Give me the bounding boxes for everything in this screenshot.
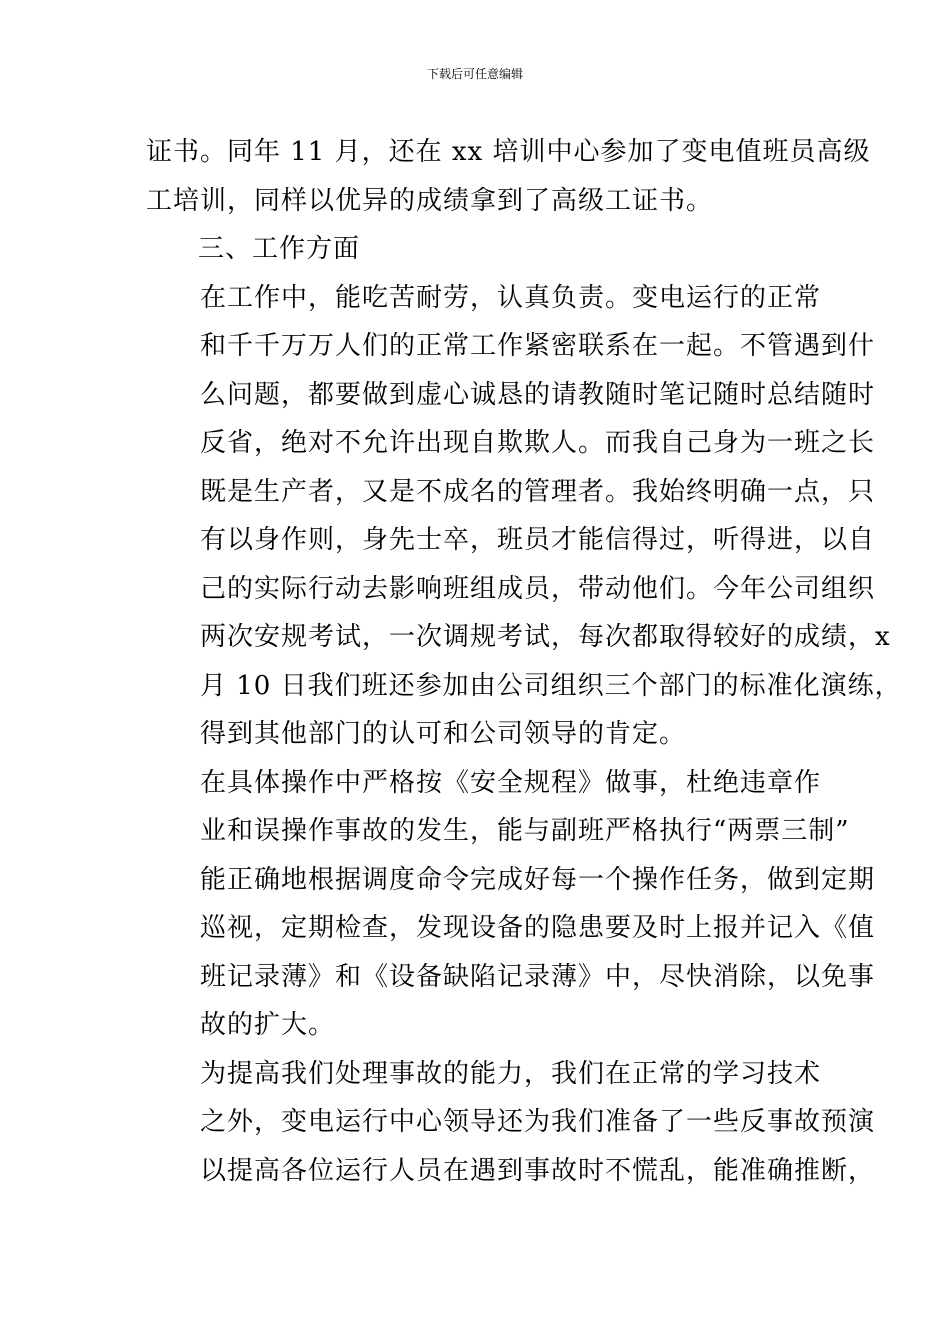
text-line: 以提高各位运行人员在遇到事故时不慌乱，能准确推断， [200,1155,876,1186]
paragraph-certificate [146,128,871,225]
text-line: 反省，绝对不允许出现自欺欺人。而我自己身为一班之长 [200,428,876,458]
text-line: 月 10 日我们班还参加由公司组织三个部门的标准化演练， [200,670,902,701]
text-line: 在工作中，能吃苦耐劳，认真负责。变电运行的正常 [200,282,822,313]
text-line: 之外，变电运行中心领导还为我们准备了一些反事故预演 [200,1107,876,1137]
text-line: 得到其他部门的认可和公司领导的肯定。 [200,719,687,749]
text-line: 故的扩大。 [200,1010,336,1040]
text-line: 在具体操作中严格按《安全规程》做事，杜绝违章作 [200,767,822,798]
paragraph-work-attitude [146,274,902,759]
text-line: 么问题，都要做到虚心诚恳的请教随时笔记随时总结随时 [200,379,876,410]
text-line: 和千千万万人们的正常工作紧密联系在一起。不管遇到什 [200,331,876,361]
text-line: 为提高我们处理事故的能力，我们在正常的学习技术 [200,1058,822,1089]
paragraph-accident-drills [146,1050,876,1196]
text-line: 班记录薄》和《设备缺陷记录薄》中，尽快消除，以免事 [200,961,876,992]
document-body [146,128,902,1195]
section-heading: 三、工作方面 [198,234,361,264]
text-line: 既是生产者，又是不成名的管理者。我始终明确一点，只 [200,476,876,507]
text-line: 工培训，同样以优异的成绩拿到了高级工证书。 [146,185,714,216]
text-line: 证书。同年 11 月，还在 xx 培训中心参加了变电值班员高级 [146,137,871,167]
text-line: 业和误操作事故的发生，能与副班严格执行“两票三制” [200,816,850,846]
header-note: 下载后可任意编辑 [426,67,523,81]
text-line: 能正确地根据调度命令完成好每一个操作任务，做到定期 [200,864,876,895]
paragraph-safety-operations [146,759,876,1050]
text-line: 巡视，定期检查，发现设备的隐患要及时上报并记入《值 [200,913,876,943]
text-line: 己的实际行动去影响班组成员，带动他们。今年公司组织 [200,573,876,604]
text-line: 有以身作则，身先士卒，班员才能信得过，听得进，以自 [200,525,876,555]
text-line: 两次安规考试，一次调规考试，每次都取得较好的成绩，x [200,622,891,652]
